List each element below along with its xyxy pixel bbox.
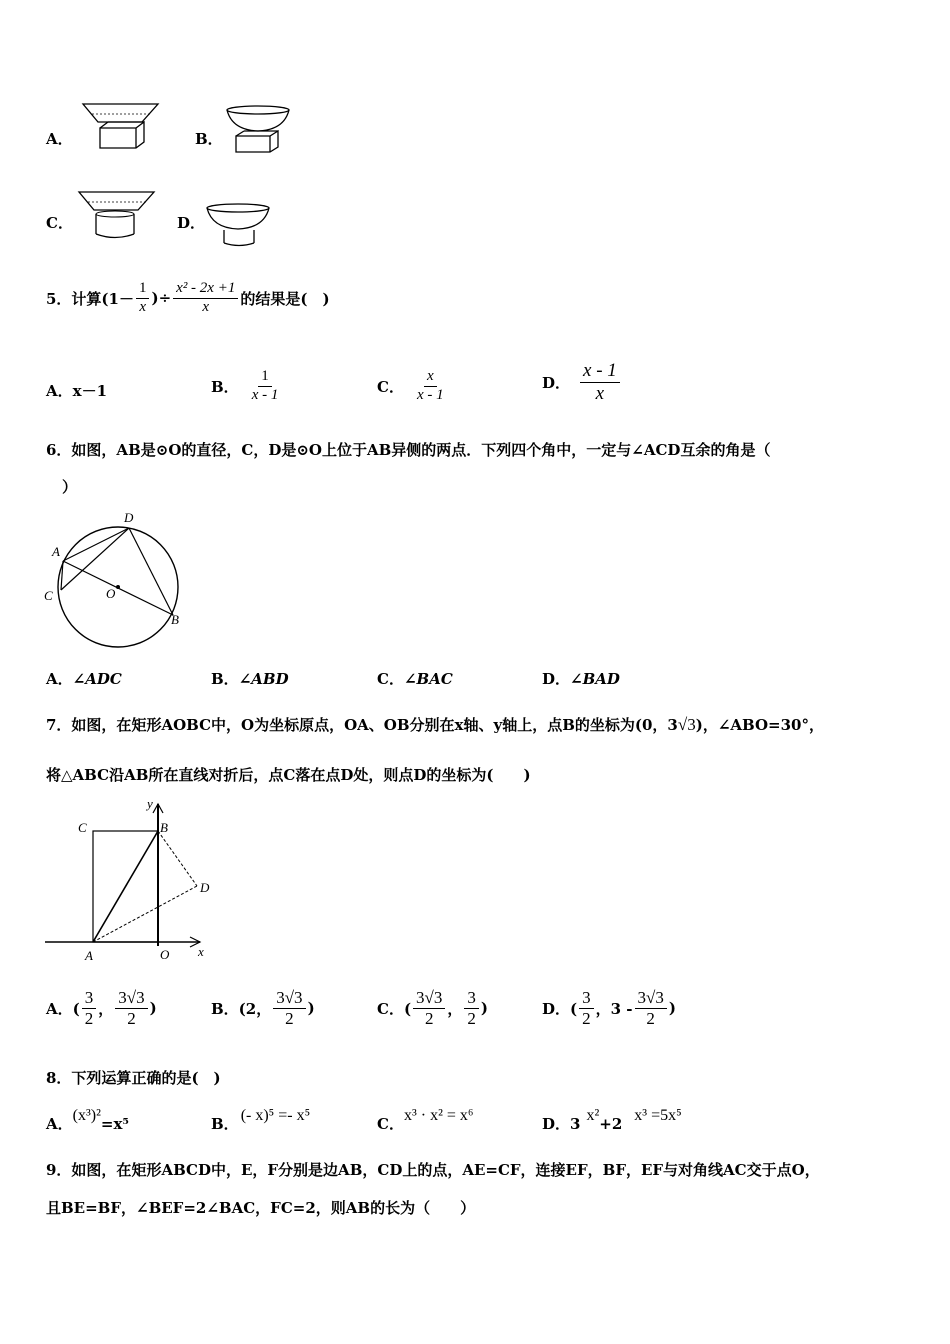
option-d-label: D． xyxy=(177,214,206,232)
q5-option-c: C． $\frac{x}{x - 1}$ xyxy=(377,368,444,403)
question-5-stem: 5．计算(1－ $\frac{1}{x}$ )÷ $\frac{\text{x² - 2x +1}}{x}$ 的结果是( ) xyxy=(46,280,330,315)
question-9-stem: 9．如图，在矩形ABCD中，E，F分别是边AB，CD上的点，AE=CF，连接EF，BF，EF与对角线AC交于点O， xyxy=(46,1161,820,1179)
q7-option-c: C．( $\frac{3√3}{2}$ ， $\frac{3}{2}$ ) xyxy=(377,987,489,1028)
option-c-label: C． xyxy=(46,214,73,232)
question-6-stem: 6．如图，AB是⊙O的直径，C，D是⊙O上位于AB异侧的两点．下列四个角中，一定与∠ACD互余的角是（ xyxy=(46,441,771,459)
label-c: C xyxy=(44,588,53,603)
q8-option-d: D．3 x²+2 x³ =5x⁵ xyxy=(542,1107,682,1133)
q7-option-d: D．( $\frac{3}{2}$ ，3 - $\frac{3√3}{2}$ ) xyxy=(542,987,676,1028)
q7-option-b: B．(2， $\frac{3√3}{2}$ ) xyxy=(211,987,315,1028)
q5-option-d: D． $\frac{x - 1}{x}$ xyxy=(542,356,622,408)
label-o: O xyxy=(106,586,116,601)
label-a: A xyxy=(52,544,60,559)
q6-option-d: D．∠BAD xyxy=(542,670,620,688)
question-6-stem-cont: ） xyxy=(62,478,78,496)
option-b-figure xyxy=(224,104,294,156)
q7-option-a: A．( $\frac{3}{2}$ ， $\frac{3√3}{2}$ ) xyxy=(46,987,157,1028)
coordinate-figure xyxy=(40,796,220,966)
option-b-label: B． xyxy=(195,130,223,148)
label-d: D xyxy=(124,510,134,525)
option-a-figure xyxy=(80,100,162,152)
question-9-stem-cont: 且BE=BF，∠BEF=2∠BAC，FC=2，则AB的长为（ ） xyxy=(46,1199,476,1217)
q6-option-c: C．∠BAC xyxy=(377,670,453,688)
label-c: C xyxy=(78,820,87,835)
label-x: x xyxy=(198,944,204,959)
circle-figure xyxy=(40,508,190,650)
label-o: O xyxy=(160,947,170,962)
q5-option-a: A．x－1 xyxy=(46,382,108,400)
label-b: B xyxy=(160,820,168,835)
q8-option-a: A．(x³)²=x⁵ xyxy=(46,1107,129,1133)
question-7-stem-cont: 将△ABC沿AB所在直线对折后，点C落在点D处，则点D的坐标为( ) xyxy=(46,766,531,784)
label-a: A xyxy=(85,948,93,963)
option-c-figure xyxy=(76,188,158,244)
label-d: D xyxy=(200,880,210,895)
q8-option-b: B． (- x)⁵ =- x⁵ xyxy=(211,1107,311,1133)
q6-option-a: A．∠ADC xyxy=(46,670,122,688)
question-7-stem: 7．如图，在矩形AOBC中，O为坐标原点，OA、OB分别在x轴、y轴上，点B的坐标为(0，3√3)，∠ABO=30°， xyxy=(46,715,824,734)
label-b: B xyxy=(171,612,179,627)
q8-option-c: C．x³ · x² = x⁶ xyxy=(377,1107,474,1133)
option-a-label: A． xyxy=(46,130,73,148)
question-8-stem: 8．下列运算正确的是( ) xyxy=(46,1069,221,1087)
option-d-figure xyxy=(204,200,274,250)
q5-option-b: B． $\frac{1}{x - 1}$ xyxy=(211,368,279,403)
q6-option-b: B．∠ABD xyxy=(211,670,289,688)
label-y: y xyxy=(147,796,153,811)
